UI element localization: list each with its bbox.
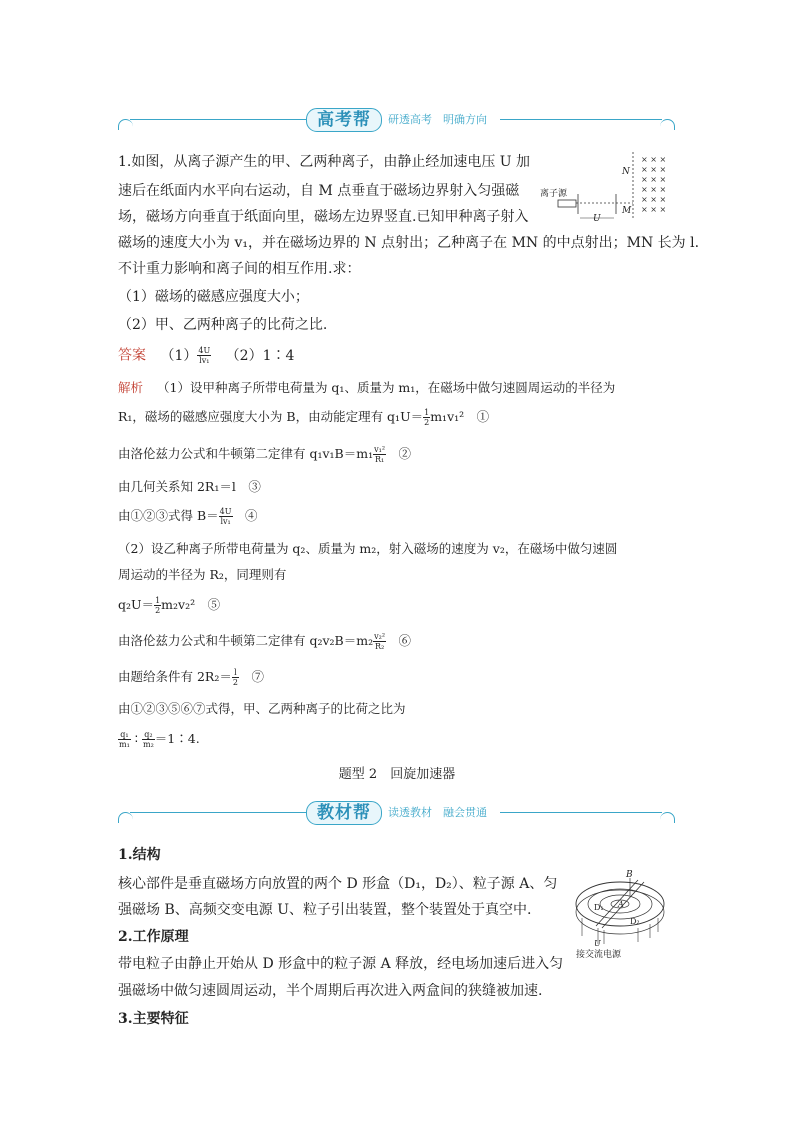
problem-line-1 [118, 153, 530, 171]
solution-label: 解析 [118, 380, 144, 395]
solution-l1: （1）设甲种离子所带电荷量为 q₁、质量为 m₁，在磁场中做匀速圆周运动的半径为 [157, 380, 616, 395]
solution-line-8: q₂U＝ $\frac{1}{2}$ m₂v₂² ⑤ [118, 596, 221, 615]
textbook-heading-1: 1.结构 [118, 847, 161, 863]
cyc-u-label: U [594, 939, 601, 948]
problem-line-1-text: 1.如图，从离子源产生的甲、乙两种离子，由静止经加速电压 U 加 [118, 154, 531, 170]
solution-line-2: R₁，磁场的磁感应强度大小为 B，由动能定理有 q₁U＝ $\frac{1}{2}$ m₁v₁² ① [118, 408, 490, 427]
fig-n-label: N [622, 167, 630, 177]
frac-v1-r1: $\frac{\text{v₁²}}{\text{R₁}}$ [374, 445, 386, 464]
solution-line-6: （2）设乙种离子所带电荷量为 q₂、质量为 m₂，射入磁场的速度为 v₂，在磁场中做匀速圆 [118, 541, 618, 556]
problem-figure [538, 150, 668, 225]
textbook-p1-line-2: 强磁场 B、高频交变电源 U、粒子引出装置，整个装置处于真空中. [118, 902, 532, 918]
svg-text:× × ×: × × × [641, 185, 667, 194]
cyc-caption: 接交流电源 [576, 950, 622, 960]
textbook-p1-line-1: 核心部件是垂直磁场方向放置的两个 D 形盒（D₁，D₂）、粒子源 A、匀 [118, 876, 558, 892]
header2-curve-left [118, 812, 133, 823]
header1-curve-right [660, 119, 675, 130]
problem-line-5: 不计重力影响和离子间的相互作用.求： [118, 261, 361, 277]
frac-q1-m1: $\frac{\text{q₁}}{\text{m₁}}$ [119, 730, 130, 749]
header2-slogan: 读透教材 融会贯通 [388, 806, 487, 819]
solution-line-12: $\frac{\text{q₁}}{\text{m₁}}$ ∶ $\frac{\text{q₂}}{\text{m₂}}$ ＝1∶4. [119, 730, 200, 749]
cyc-b-label: B [626, 870, 633, 880]
frac-half-2: $\frac{1}{2}$ [155, 596, 161, 615]
problem-line-6: （1）磁场的磁感应强度大小； [118, 289, 309, 305]
frac-l-2: $\frac{l}{2}$ [232, 668, 238, 687]
frac-half-1: $\frac{1}{2}$ [424, 408, 430, 427]
problem-line-4: 磁场的速度大小为 v₁，并在磁场边界的 N 点射出；乙种离子在 MN 的中点射出；MN 长为 l. [118, 235, 700, 251]
textbook-p2-line-2: 强磁场中做匀速圆周运动，半个周期后再次进入两盒间的狭缝被加速. [118, 983, 543, 999]
fig-u-label: U [593, 214, 601, 224]
textbook-p2-line-1: 带电粒子由静止开始从 D 形盒中的粒子源 A 释放，经电场加速后进入匀 [118, 956, 564, 972]
ion-source-box [558, 200, 576, 207]
magnetic-field-crosses [641, 155, 666, 214]
header1-rule-left [130, 119, 306, 120]
answer-part2: （2）1∶4 [225, 347, 295, 364]
header2-rule-left [130, 812, 306, 813]
section-title: 题型 2 回旋加速器 [338, 767, 456, 782]
solution-line-10: 由题给条件有 2R₂＝ $\frac{l}{2}$ ⑦ [118, 668, 264, 687]
svg-text:× × ×: × × × [641, 195, 667, 204]
cyc-d1-label: D₁ [594, 903, 604, 912]
answer-label: 答案 [118, 347, 146, 364]
problem-line-3: 场，磁场方向垂直于纸面向里，磁场左边界竖直.已知甲种离子射入 [118, 209, 529, 225]
svg-text:× × ×: × × × [641, 155, 667, 164]
answer-line [118, 346, 294, 365]
header1-rule-right [500, 119, 662, 120]
answer-part1-prefix: （1） [160, 347, 198, 364]
frac-v2-r2: $\frac{\text{v₂²}}{\text{R₂}}$ [374, 632, 386, 651]
solution-line-7: 周运动的半径为 R₂，同理则有 [118, 567, 287, 582]
solution-line-3: 由洛伦兹力公式和牛顿第二定律有 q₁v₁B＝m₁ $\frac{\text{v₁²}}{\text{R₁}}$ ② [118, 445, 412, 464]
fig-source-label: 离子源 [540, 189, 568, 199]
fig-m-label: M [622, 206, 632, 216]
header2-badge: 教材帮 [306, 801, 382, 825]
solution-line-9: 由洛伦兹力公式和牛顿第二定律有 q₂v₂B＝m₂ $\frac{\text{v₂²}}{\text{R₂}}$ ⑥ [118, 632, 412, 651]
solution-line-5: 由①②③式得 B＝ $\frac{4U}{\text{lv₁}}$ ④ [118, 507, 258, 526]
header1-slogan: 研透高考 明确方向 [388, 113, 487, 126]
cyc-a-label: A [618, 900, 624, 909]
solution-line-11: 由①②③⑤⑥⑦式得，甲、乙两种离子的比荷之比为 [118, 701, 406, 716]
header1-curve-left [118, 119, 133, 130]
svg-text:× × ×: × × × [641, 165, 667, 174]
d-box-bottom [576, 890, 664, 934]
header2-rule-right [500, 812, 662, 813]
cyc-d2-label: D₂ [630, 917, 640, 926]
textbook-heading-3: 3.主要特征 [118, 1011, 189, 1027]
solution-line-4: 由几何关系知 2R₁＝l ③ [118, 479, 261, 494]
svg-text:× × ×: × × × [641, 205, 667, 214]
frac-q2-m2: $\frac{\text{q₂}}{\text{m₂}}$ [143, 730, 154, 749]
answer-frac: $\frac{4U}{\text{lv₁}}$ [198, 346, 211, 365]
problem-line-2: 速后在纸面内水平向右运动，自 M 点垂直于磁场边界射入匀强磁 [118, 183, 520, 199]
frac-4u: $\frac{4U}{\text{lv₁}}$ [219, 507, 232, 526]
problem-line-7: （2）甲、乙两种离子的比荷之比. [118, 317, 328, 333]
header2-curve-right [660, 812, 675, 823]
header1-badge: 高考帮 [306, 108, 382, 132]
solution-line-1 [118, 379, 615, 397]
textbook-heading-2: 2.工作原理 [118, 929, 189, 945]
svg-text:× × ×: × × × [641, 175, 667, 184]
cyclotron-figure [568, 866, 672, 960]
